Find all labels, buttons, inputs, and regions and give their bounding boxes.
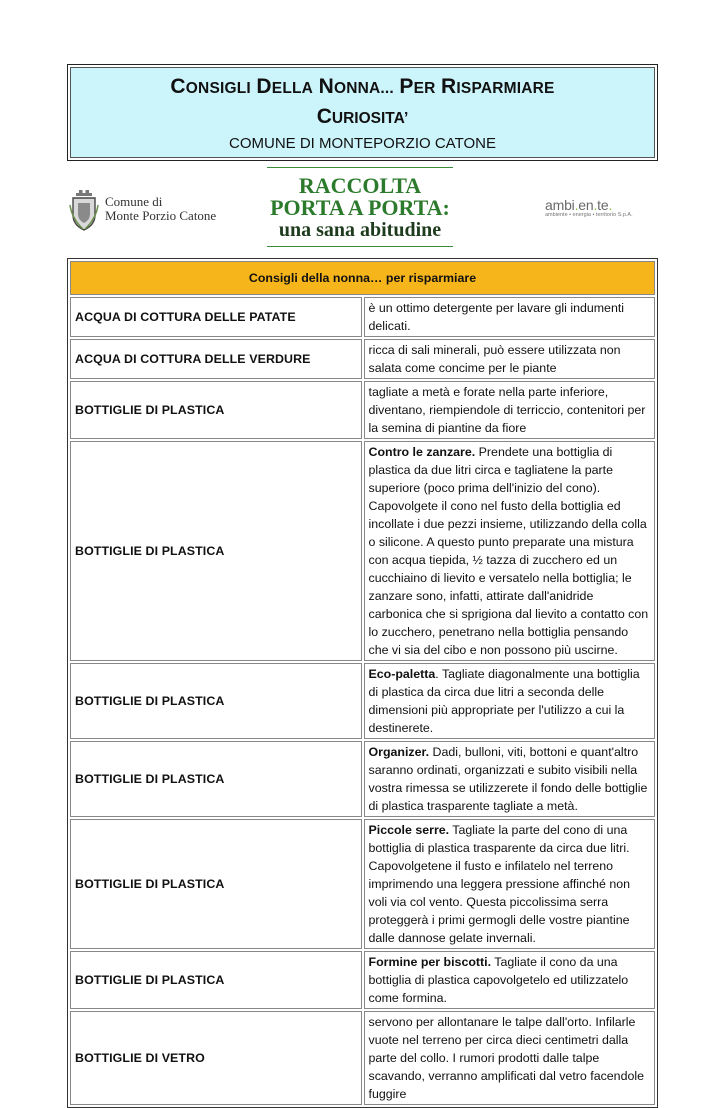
ambiente-logo-tagline: ambiente • energia • territorio S.p.A. [545,212,633,218]
table-row [70,663,655,739]
row-category: BOTTIGLIE DI VETRO [70,1011,362,1105]
row-description [364,339,656,379]
row-description [364,441,656,661]
table-row [70,1011,655,1105]
raccolta-line1: RACCOLTA [298,173,422,198]
raccolta-logo [265,167,455,253]
comune-logo [69,187,229,235]
ambiente-logo-text: ambi.en.te. [545,197,613,213]
document-header [67,64,658,161]
row-lead: Organizer. [368,745,430,759]
row-text: ricca di sali minerali, può essere utilizzata non salata come concime per le piante [368,343,621,375]
row-category: BOTTIGLIE DI PLASTICA [70,819,362,949]
logo-bottom-rule [267,246,453,247]
table-title: Consigli della nonna… per risparmiare [70,261,655,295]
row-description [364,1011,656,1105]
row-text: servono per allontanare le talpe dall'orto. Infilarle vuote nel terreno per circa dieci centimetri dalla parte del collo. I rumori prodotti dalle talpe scavando, verranno amplificati dal vetro facendole fuggire [368,1015,645,1101]
row-text: tagliate a metà e forate nella parte inferiore, diventano, riempiendole di terriccio, contenitori per la semina di piantine da fiore [368,385,646,435]
row-category: ACQUA DI COTTURA DELLE PATATE [70,297,362,337]
header-municipality: COMUNE DI MONTEPORZIO CATONE [229,135,496,152]
row-category: BOTTIGLIE DI PLASTICA [70,951,362,1009]
tips-table [67,258,658,1108]
comune-logo-line2: Monte Porzio Catone [105,208,217,223]
row-description [364,381,656,439]
raccolta-line2: PORTA A PORTA: [270,195,450,220]
row-text: è un ottimo detergente per lavare gli indumenti delicati. [368,301,625,333]
row-description [364,663,656,739]
row-lead: Eco-paletta [368,667,436,681]
row-text: Tagliate la parte del cono di una bottiglia di plastica trasparente da circa due litri. Capovolgetene il fusto e infilatelo nel terreno imprimendo una leggera pressione affinché non voli via col vento. Questa piccolissima serra proteggerà i primi germogli delle vostre piantine dalle dannose gelate invernali. [368,823,631,945]
header-title: CONSIGLI DELLA NONNA... PER RISPARMIARE [170,75,555,98]
comune-logo-line1: Comune di [105,194,163,209]
ambiente-logo [545,197,645,225]
row-description [364,741,656,817]
row-lead: Contro le zanzare. [368,445,476,459]
table-row [70,339,655,379]
row-description [364,951,656,1009]
row-category: BOTTIGLIE DI PLASTICA [70,741,362,817]
table-title-row [70,261,655,295]
raccolta-line3: una sana abitudine [278,219,442,241]
row-description [364,819,656,949]
row-category: BOTTIGLIE DI PLASTICA [70,663,362,739]
row-category: ACQUA DI COTTURA DELLE VERDURE [70,339,362,379]
logo-top-rule [267,167,453,168]
row-description [364,297,656,337]
row-category: BOTTIGLIE DI PLASTICA [70,381,362,439]
row-text: Prendete una bottiglia di plastica da due litri circa e tagliatene la parte superiore (poco prima dell'inizio del cono). Capovolgete il cono nel fusto della bottiglia ed incollate i due pezzi insieme, utilizzando della colla o silicone. A questo punto preparate una mistura con acqua tiepida, ½ tazza di zucchero ed un cucchiaino di lievito e versatelo nella bottiglia; le zanzare sono, infatti, attirate dall'anidride carbonica che si sprigiona dal lievito a contatto con lo zucchero, penetrano nella bottiglia pensando che vi sia del cibo e non possono più uscirne. [368,445,649,657]
row-category: BOTTIGLIE DI PLASTICA [70,441,362,661]
row-lead: Formine per biscotti. [368,955,492,969]
header-panel [70,67,655,158]
logo-strip [67,167,658,255]
row-text: Tagliate il cono da una bottiglia di plastica capovolgetelo ed utilizzatelo come formina. [368,955,629,1005]
row-text: . Tagliate diagonalmente una bottiglia di plastica da circa due litri a seconda delle dimensioni più appropriate per l'utilizzo a cui la destinerete. [368,667,640,735]
row-lead: Piccole serre. [368,823,450,837]
row-text: Dadi, bulloni, viti, bottoni e quant'altro saranno ordinati, organizzati e subito visibili nella vostra rimessa se utilizzerete il fondo delle bottiglie di plastica trasparente tagliate a metà. [368,745,648,813]
coat-of-arms-icon [69,189,99,231]
table-row [70,381,655,439]
table-row [70,297,655,337]
table-row [70,951,655,1009]
table-row [70,741,655,817]
table-row [70,441,655,661]
table-row [70,819,655,949]
header-subtitle: CURIOSITA’ [316,105,409,128]
